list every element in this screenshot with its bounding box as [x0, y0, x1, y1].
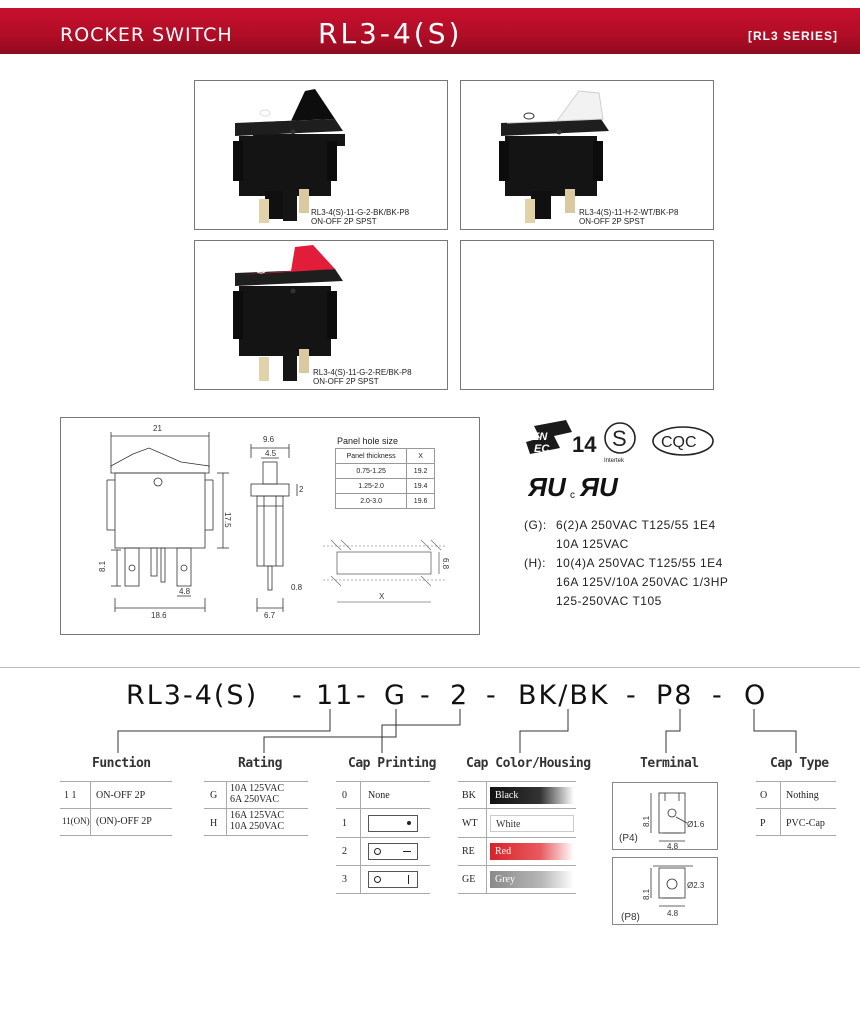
terminal-p8-hole: Ø2.3	[687, 881, 705, 890]
photo-panel-empty	[460, 240, 714, 390]
function-code-1: 1 1	[64, 790, 77, 801]
row-divider	[204, 835, 308, 836]
panel-hole-header-x: X	[407, 449, 435, 464]
cap-color-title: Cap Color/Housing	[466, 756, 591, 771]
dim-terminal: 8.1	[98, 560, 107, 572]
photo-caption-3-line2: ON-OFF 2P SPST	[313, 377, 379, 386]
row-divider	[458, 781, 576, 782]
part-dash: -	[712, 680, 724, 711]
spec-line	[524, 593, 728, 609]
row-divider	[204, 808, 308, 809]
spec-line	[524, 536, 728, 552]
panel-hole-cell: 19.2	[407, 464, 435, 479]
terminal-p4-dim-w: 4.8	[667, 842, 679, 851]
rating-g-line2: 6A 250VAC	[230, 794, 279, 805]
row-divider	[60, 781, 172, 782]
terminal-p4-label: (P4)	[619, 833, 638, 844]
cap-type-nothing: Nothing	[786, 790, 819, 801]
dim-pitch: 4.8	[179, 587, 191, 596]
svg-text:ЯU: ЯU	[580, 472, 618, 502]
part-number-base: RL3-4(S)	[126, 680, 259, 711]
cap-color-name-red: Red	[495, 846, 512, 857]
terminal-p8-drawing	[613, 858, 719, 926]
col-divider	[226, 781, 227, 835]
col-divider	[360, 781, 361, 893]
dim-hole-x: X	[379, 592, 385, 601]
part-terminal: P8	[656, 680, 694, 711]
cqc-mark-icon	[650, 424, 716, 460]
terminal-title: Terminal	[640, 756, 699, 771]
ul-c-label: c	[570, 490, 575, 501]
cap-color-name-black: Black	[495, 790, 519, 801]
panel-hole-header-thickness: Panel thickness	[336, 449, 407, 464]
section-divider	[0, 667, 860, 668]
row-divider	[336, 837, 430, 838]
part-dash: -	[486, 680, 498, 711]
dim-side-gap: 2	[299, 485, 304, 494]
photo-caption-1-line1: RL3-4(S)-11-G-2-BK/BK-P8	[311, 208, 410, 217]
panel-hole-cell: 1.25-2.0	[336, 479, 407, 494]
part-rating: G	[384, 680, 407, 711]
cap-printing-o-bar-icon	[368, 871, 418, 888]
spec-text: 6(2)A 250VAC T125/55 1E4	[556, 518, 716, 532]
cap-color-swatch-red	[490, 843, 574, 860]
cap-color-swatch-black	[490, 787, 574, 804]
spec-text: 16A 125V/10A 250VAC 1/3HP	[556, 575, 729, 589]
terminal-p8-box	[612, 857, 718, 925]
row-divider	[60, 835, 172, 836]
row-divider	[458, 808, 576, 809]
row-divider	[756, 835, 836, 836]
panel-hole-cell: 19.4	[407, 479, 435, 494]
photo-panel-black	[194, 80, 448, 230]
spec-text: 10A 125VAC	[556, 537, 629, 551]
function-title: Function	[92, 756, 151, 771]
cap-type-pvc: PVC-Cap	[786, 818, 825, 829]
photo-caption-1-line2: ON-OFF 2P SPST	[311, 217, 377, 226]
row-divider	[458, 865, 576, 866]
spec-line	[524, 555, 728, 571]
cap-type-code-p: P	[760, 818, 766, 829]
photo-caption-3-line1: RL3-4(S)-11-G-2-RE/BK-P8	[313, 368, 412, 377]
dim-hole-h: 6.8	[441, 558, 450, 570]
row-divider	[458, 837, 576, 838]
rating-h-line2: 10A 250VAC	[230, 821, 284, 832]
part-cap-type: O	[744, 680, 768, 711]
cap-color-code-bk: BK	[462, 790, 476, 801]
rating-g-line1: 10A 125VAC	[230, 783, 284, 794]
col-divider	[90, 781, 91, 835]
part-dash: -	[356, 680, 368, 711]
dim-side-top: 9.6	[263, 435, 275, 444]
electrical-specs	[524, 517, 728, 609]
terminal-p4-hole: Ø1.6	[687, 820, 705, 829]
terminal-p4-box	[612, 782, 718, 850]
part-dash: -	[626, 680, 638, 711]
header-band	[0, 8, 860, 54]
cap-color-swatch-grey	[490, 871, 574, 888]
enec-number: 14	[572, 432, 597, 457]
terminal-p4-dim-h: 8.1	[642, 815, 651, 827]
technical-drawing	[60, 417, 480, 635]
photo-caption-2-line2: ON-OFF 2P SPST	[579, 217, 645, 226]
spec-text: 10(4)A 250VAC T125/55 1E4	[556, 556, 723, 570]
col-divider	[780, 781, 781, 835]
rating-h-line1: 16A 125VAC	[230, 810, 284, 821]
ul-mark-icon	[528, 470, 628, 504]
row-divider	[60, 808, 172, 809]
cqc-label: CQC	[661, 434, 697, 451]
cap-color-code-ge: GE	[462, 874, 476, 885]
cap-printing-dot-icon	[368, 815, 418, 832]
panel-hole-cell: 0.75-1.25	[336, 464, 407, 479]
row-divider	[756, 781, 836, 782]
row-divider	[204, 781, 308, 782]
dim-side-base: 6.7	[264, 611, 276, 620]
intertek-label: Intertek	[604, 458, 625, 464]
part-dash: -	[292, 680, 304, 711]
svg-text:EN: EN	[532, 431, 548, 443]
cap-color-name-grey: Grey	[495, 874, 515, 885]
panel-hole-table	[335, 448, 435, 509]
terminal-p8-dim-h: 8.1	[642, 888, 651, 900]
cap-printing-code-3: 3	[342, 874, 347, 885]
row-divider	[336, 893, 430, 894]
svg-text:S: S	[612, 426, 627, 451]
cap-color-swatch-white	[490, 815, 574, 832]
row-divider	[458, 893, 576, 894]
dim-side-thick: 0.8	[291, 583, 303, 592]
rating-title: Rating	[238, 756, 282, 771]
rating-code-g: G	[210, 790, 218, 801]
spec-tag: (H):	[524, 556, 546, 570]
photo-panel-red	[194, 240, 448, 390]
terminal-p8-label: (P8)	[621, 912, 640, 923]
part-dash: -	[420, 680, 432, 711]
cap-printing-none: None	[368, 790, 390, 801]
header-title: ROCKER SWITCH	[60, 24, 233, 46]
panel-hole-title: Panel hole size	[337, 436, 399, 446]
spec-text: 125-250VAC T105	[556, 594, 662, 608]
dim-side-inner: 4.5	[265, 449, 277, 458]
svg-text:ЯU: ЯU	[528, 472, 566, 502]
spec-tag: (G):	[524, 518, 547, 532]
photo-caption-2-line1: RL3-4(S)-11-H-2-WT/BK-P8	[579, 208, 679, 217]
spec-line	[524, 574, 728, 590]
part-cap-printing: 2	[450, 680, 470, 711]
dim-base: 18.6	[151, 611, 167, 620]
photo-panel-white	[460, 80, 714, 230]
cap-type-title: Cap Type	[770, 756, 829, 771]
spec-line	[524, 517, 728, 533]
cap-color-name-white: White	[496, 819, 521, 830]
rating-code-h: H	[210, 818, 218, 829]
cap-printing-o-dash-icon	[368, 843, 418, 860]
terminal-p8-dim-w: 4.8	[667, 909, 679, 918]
row-divider	[336, 865, 430, 866]
part-color: BK/BK	[518, 680, 610, 711]
dim-height: 17.5	[223, 512, 232, 528]
panel-hole-cell: 19.6	[407, 494, 435, 509]
cap-printing-code-0: 0	[342, 790, 347, 801]
row-divider	[336, 781, 430, 782]
cap-printing-title: Cap Printing	[348, 756, 436, 771]
intertek-s-mark-icon	[602, 420, 642, 464]
function-code-2: 11(ON)	[62, 816, 90, 826]
cap-color-code-re: RE	[462, 846, 475, 857]
cap-color-code-wt: WT	[462, 818, 478, 829]
col-divider	[486, 781, 487, 893]
row-divider	[756, 808, 836, 809]
panel-hole-cell: 2.0-3.0	[336, 494, 407, 509]
function-desc-1: ON-OFF 2P	[96, 790, 146, 801]
terminal-p4-drawing	[613, 783, 719, 851]
function-desc-2: (ON)-OFF 2P	[96, 816, 152, 827]
cap-type-code-o: O	[760, 790, 768, 801]
header-model: RL3-4(S)	[318, 17, 463, 50]
cap-printing-code-2: 2	[342, 846, 347, 857]
dim-width: 21	[153, 424, 162, 433]
row-divider	[336, 808, 430, 809]
part-function: 11	[316, 680, 355, 711]
cap-printing-code-1: 1	[342, 818, 347, 829]
header-series: [RL3 SERIES]	[747, 29, 838, 43]
svg-text:EC: EC	[534, 443, 550, 455]
